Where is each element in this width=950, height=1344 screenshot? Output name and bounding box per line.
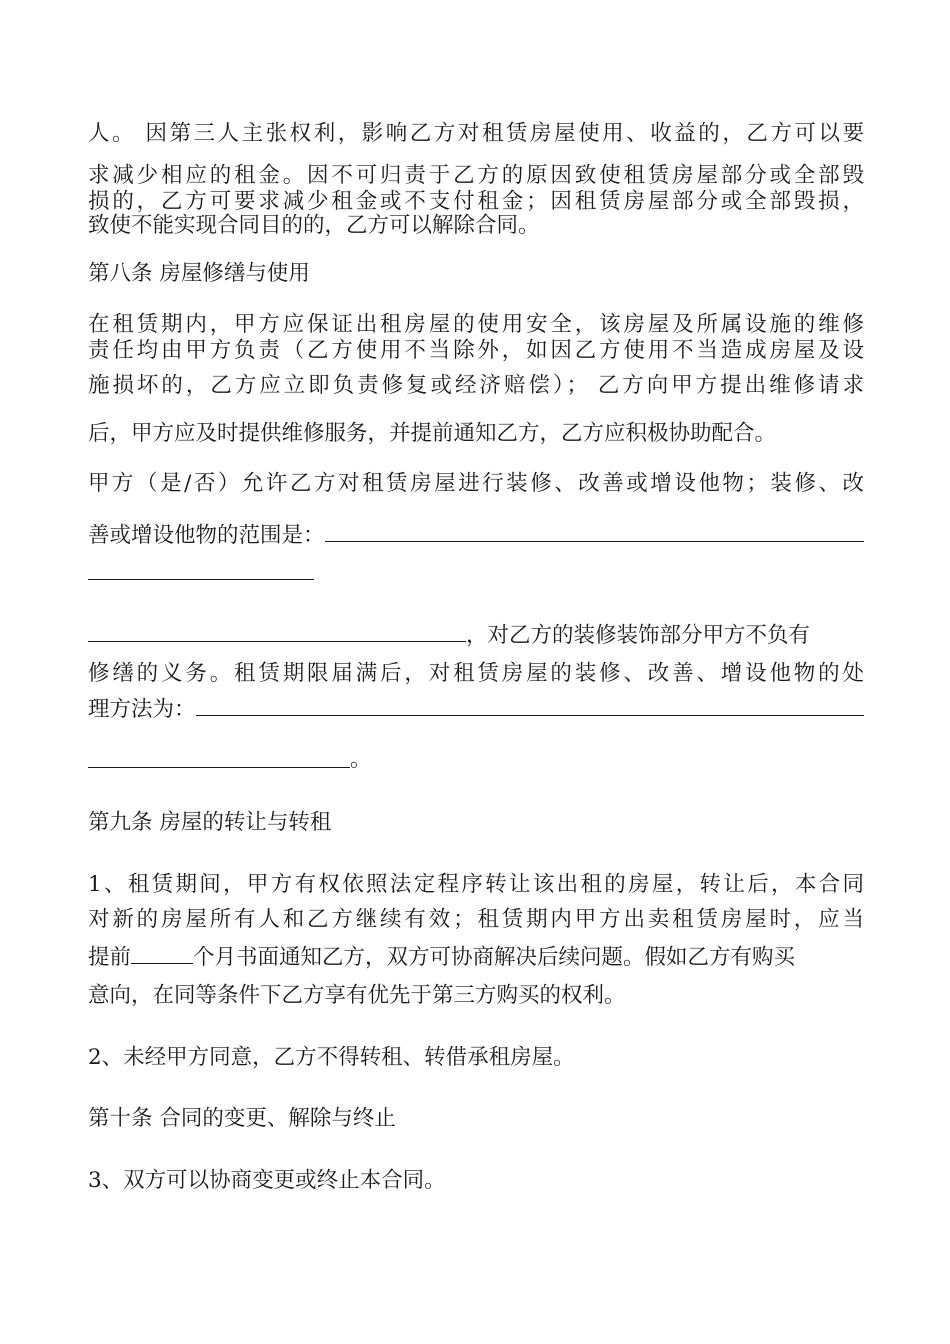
paragraph-line: 对新的房屋所有人和乙方继续有效；租赁期内甲方出卖租赁房屋时，应当 <box>88 907 864 932</box>
paragraph-line: 后，甲方应及时提供维修服务，并提前通知乙方，乙方应积极协助配合。 <box>88 421 777 446</box>
method-blank-continued <box>88 745 350 768</box>
decoration-line <box>88 619 864 651</box>
article-heading: 第九条 房屋的转让与转租 <box>88 810 332 835</box>
scope-blank-continued <box>88 557 314 580</box>
paragraph-line: 甲方（是/否）允许乙方对租赁房屋进行装修、改善或增设他物；装修、改 <box>88 471 864 496</box>
scope-line <box>88 519 864 551</box>
method-line <box>88 693 864 725</box>
scope-blank <box>325 519 864 542</box>
notice-suffix: 个月书面通知乙方，双方可协商解决后续问题。假如乙方有购买 <box>193 945 796 970</box>
paragraph-line: 求减少相应的租金。因不可归责于乙方的原因致使租赁房屋部分或全部毁 <box>88 163 864 188</box>
paragraph-line: 3、双方可以协商变更或终止本合同。 <box>88 1168 446 1193</box>
notice-prefix: 提前 <box>88 945 132 970</box>
paragraph-line: 1、租赁期间，甲方有权依照法定程序转让该出租的房屋，转让后，本合同 <box>88 872 864 897</box>
blank-line <box>88 557 864 587</box>
notice-line <box>88 941 864 973</box>
paragraph-line: 损的，乙方可要求减少租金或不支付租金；因租赁房屋部分或全部毁损， <box>88 189 864 214</box>
blank-line <box>88 745 864 775</box>
months-blank <box>131 941 193 964</box>
scope-label: 善或增设他物的范围是： <box>88 523 325 548</box>
paragraph-line: 在租赁期内，甲方应保证出租房屋的使用安全，该房屋及所属设施的维修 <box>88 312 864 337</box>
paragraph-line: 意向，在同等条件下乙方享有优先于第三方购买的权利。 <box>88 983 626 1008</box>
article-heading: 第十条 合同的变更、解除与终止 <box>88 1106 396 1131</box>
paragraph-line: 人。 因第三人主张权利，影响乙方对租赁房屋使用、收益的，乙方可以要 <box>88 121 864 146</box>
article-heading: 第八条 房屋修缮与使用 <box>88 261 310 286</box>
method-blank <box>196 693 864 716</box>
method-label: 理方法为： <box>88 697 196 722</box>
paragraph-line: 2、未经甲方同意，乙方不得转租、转借承租房屋。 <box>88 1045 575 1070</box>
decoration-text: ，对乙方的装修装饰部分甲方不负有 <box>466 623 811 648</box>
period: 。 <box>350 747 372 772</box>
decoration-blank <box>88 619 466 642</box>
paragraph-line: 责任均由甲方负责（乙方使用不当除外，如因乙方使用不当造成房屋及设 <box>88 338 864 363</box>
paragraph-line: 施损坏的，乙方应立即负责修复或经济赔偿）； 乙方向甲方提出维修请求 <box>88 373 864 398</box>
paragraph-line: 修缮的义务。租赁期限届满后，对租赁房屋的装修、改善、增设他物的处 <box>88 661 864 686</box>
paragraph-line: 致使不能实现合同目的的，乙方可以解除合同。 <box>88 213 540 238</box>
